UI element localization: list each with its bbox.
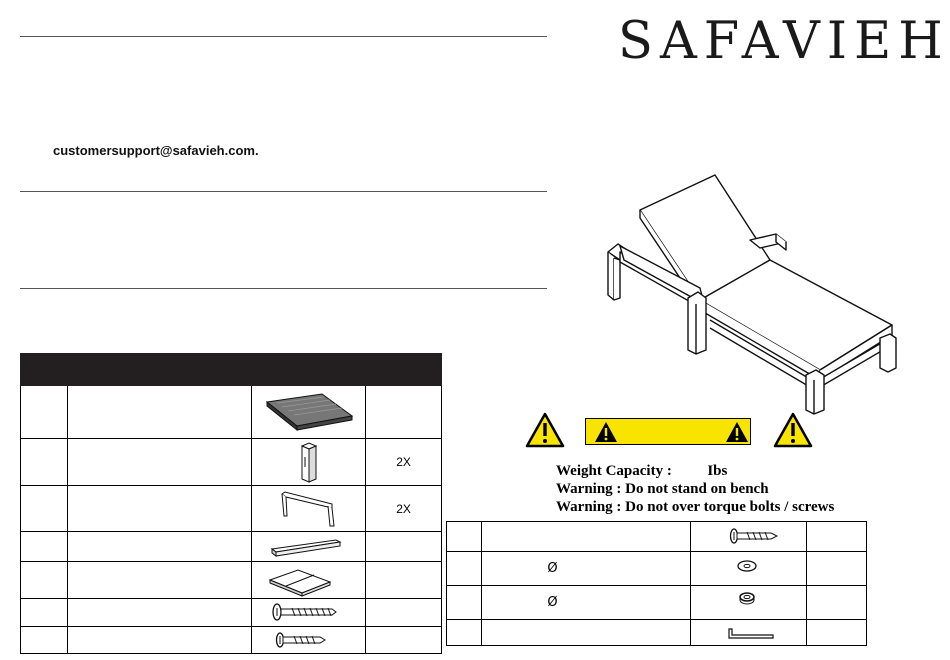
support-email[interactable]: customersupport@safavieh.com. bbox=[53, 143, 259, 158]
table-row bbox=[21, 386, 442, 439]
caution-label-plate bbox=[585, 418, 751, 445]
hardware-symbol bbox=[482, 522, 691, 552]
cushion-icon bbox=[252, 562, 365, 598]
weight-unit: Ibs bbox=[707, 463, 728, 479]
divider-line-3 bbox=[20, 288, 547, 289]
warning-triangle-icon bbox=[594, 421, 618, 443]
part-qty bbox=[366, 627, 442, 654]
hardware-symbol bbox=[482, 620, 691, 646]
table-row bbox=[21, 486, 442, 532]
warning-triangle-icon bbox=[725, 421, 749, 443]
table-row bbox=[447, 586, 867, 620]
seat-panel-icon bbox=[252, 386, 365, 438]
crossbar-icon bbox=[252, 532, 365, 561]
chaise-lounge-illustration bbox=[600, 170, 900, 415]
short-bolt-icon bbox=[252, 627, 365, 653]
table-row bbox=[21, 562, 442, 599]
table-row bbox=[21, 532, 442, 562]
warning-triangle-icon bbox=[773, 412, 813, 448]
table-row bbox=[21, 439, 442, 486]
part-qty bbox=[366, 599, 442, 627]
table-row bbox=[447, 522, 867, 552]
table-row bbox=[447, 552, 867, 586]
weight-capacity-label: Weight Capacity : bbox=[556, 463, 672, 479]
part-qty: 2X bbox=[366, 439, 442, 486]
parts-table bbox=[20, 353, 442, 654]
warning-triangle-icon bbox=[525, 412, 565, 448]
table-row bbox=[21, 627, 442, 654]
allen-key-icon bbox=[691, 621, 806, 645]
bolt-icon bbox=[691, 523, 806, 551]
divider-line-2 bbox=[20, 191, 547, 192]
part-qty bbox=[366, 386, 442, 439]
flat-washer-icon bbox=[691, 553, 806, 585]
hardware-table bbox=[446, 521, 867, 646]
part-qty bbox=[366, 532, 442, 562]
brand-logo: SAFAVIEH bbox=[618, 12, 950, 71]
warning-torque: Warning : Do not over torque bolts / screws bbox=[556, 499, 835, 515]
spring-washer-icon bbox=[691, 587, 806, 619]
part-qty bbox=[366, 562, 442, 599]
leg-icon bbox=[252, 439, 365, 485]
hardware-symbol: Ø bbox=[482, 552, 691, 586]
hardware-symbol: Ø bbox=[482, 586, 691, 620]
armrest-frame-icon bbox=[252, 486, 365, 531]
weight-capacity-line bbox=[556, 463, 727, 480]
divider-line-1 bbox=[20, 36, 547, 37]
warning-stand: Warning : Do not stand on bench bbox=[556, 481, 769, 497]
long-bolt-icon bbox=[252, 599, 365, 626]
parts-table-header bbox=[21, 354, 442, 386]
table-row bbox=[447, 620, 867, 646]
table-row bbox=[21, 599, 442, 627]
part-qty: 2X bbox=[366, 486, 442, 532]
